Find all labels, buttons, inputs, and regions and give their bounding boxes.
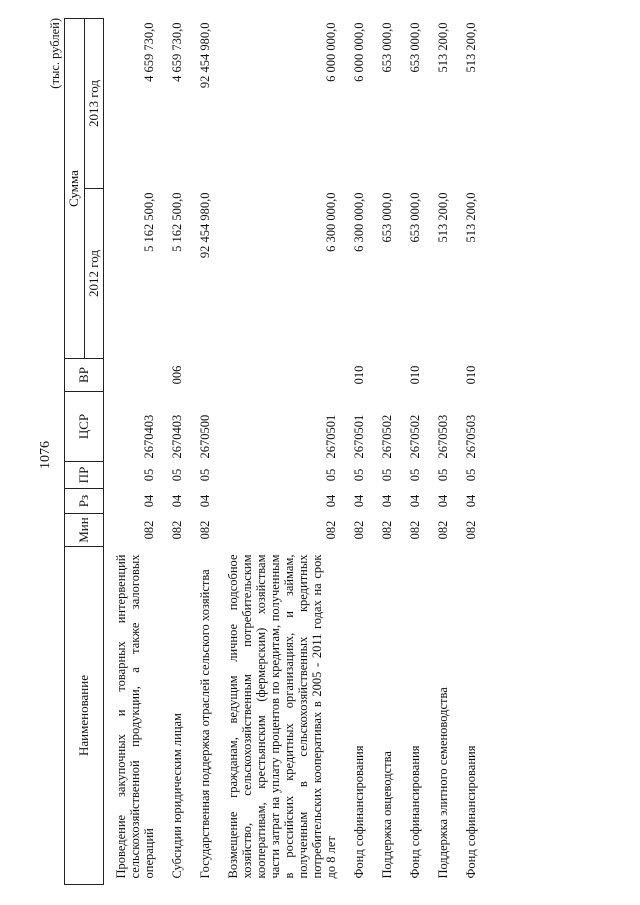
row-sum-2012: 5 162 500,0: [170, 192, 185, 252]
row-csr: 2670501: [324, 414, 339, 459]
row-pr: 05: [198, 468, 213, 482]
row-name: Субсидии юридическим лицам: [170, 713, 185, 879]
row-pr: 05: [464, 468, 479, 482]
header-rz: Рз: [65, 489, 104, 514]
header-csr: ЦСР: [65, 392, 104, 462]
row-vr: [370, 359, 398, 392]
row-vr: 010: [352, 365, 367, 385]
row-csr: 2670403: [170, 414, 185, 459]
row-pr: 05: [408, 468, 423, 482]
row-vr: 010: [464, 365, 479, 385]
row-pr: 05: [436, 468, 451, 482]
row-name: Государственная поддержка отраслей сельского хозяйства: [198, 569, 213, 879]
row-vr: [104, 359, 161, 392]
row-pr: 05: [324, 468, 339, 482]
row-name: Проведение закупочных и товарных интервенций сельскохозяйственной продукции, а также залоговых операций: [114, 554, 157, 879]
row-pr: 05: [380, 468, 395, 482]
row-name: Поддержка элитного семеноводства: [436, 687, 451, 879]
row-sum-2012: 5 162 500,0: [142, 192, 157, 252]
row-csr: 2670503: [464, 414, 479, 459]
row-sum-2012: 513 200,0: [436, 192, 451, 243]
row-csr: 2670501: [352, 414, 367, 459]
row-rz: 04: [408, 494, 423, 508]
row-min: 082: [436, 520, 451, 540]
row-pr: 05: [170, 468, 185, 482]
row-sum-2013: 6 000 000,0: [324, 22, 339, 82]
row-vr: [188, 359, 216, 392]
table-row: [160, 19, 188, 885]
header-name: Наименование: [65, 547, 104, 885]
row-rz: 04: [324, 494, 339, 508]
table-row: [188, 19, 216, 885]
row-vr: 006: [170, 365, 185, 385]
row-pr: 05: [352, 468, 367, 482]
row-min: 082: [380, 520, 395, 540]
table-row: [398, 19, 426, 885]
row-sum-2012: 513 200,0: [464, 192, 479, 243]
row-csr: 2670502: [408, 414, 423, 459]
row-sum-2012: 653 000,0: [380, 192, 395, 243]
row-sum-2013: 4 659 730,0: [170, 22, 185, 82]
table-row: [342, 19, 370, 885]
row-min: 082: [408, 520, 423, 540]
row-vr: [426, 359, 454, 392]
table-row: [426, 19, 454, 885]
row-rz: 04: [352, 494, 367, 508]
header-vr: ВР: [65, 359, 104, 392]
row-sum-2012: 6 300 000,0: [324, 192, 339, 252]
row-sum-2013: 653 000,0: [380, 22, 395, 73]
row-name: Фонд софинансирования: [464, 745, 479, 879]
table-row: [216, 19, 342, 885]
row-rz: 04: [170, 494, 185, 508]
row-name: Возмещение гражданам, ведущим личное подсобное хозяйство, сельскохозяйственным потребительским кооперативам, крестьянским (фермерским) хозяйствам части затрат на уплату процентов по кредитам, полученным в российских кредитных организациях, и займам, полученным в сельскохозяйственных кредитных потребительских кооперативах в 2005 - 2011 годах на срок до 8 лет: [226, 554, 339, 879]
header-min: Мин: [65, 514, 104, 547]
row-sum-2013: 653 000,0: [408, 22, 423, 73]
row-sum-2013: 6 000 000,0: [352, 22, 367, 82]
header-sum: Сумма: [65, 19, 85, 359]
row-name: Поддержка овцеводства: [380, 751, 395, 879]
row-vr: [216, 359, 342, 392]
table-row: [454, 19, 482, 885]
row-sum-2012: 653 000,0: [408, 192, 423, 243]
row-rz: 04: [436, 494, 451, 508]
row-pr: 05: [142, 468, 157, 482]
row-sum-2012: 6 300 000,0: [352, 192, 367, 252]
row-min: 082: [198, 520, 213, 540]
row-name: Фонд софинансирования: [408, 745, 423, 879]
header-year-2012: 2012 год: [84, 189, 104, 359]
row-sum-2013: 513 200,0: [464, 22, 479, 73]
row-csr: 2670403: [142, 414, 157, 459]
table-row: [370, 19, 398, 885]
row-sum-2013: 92 454 980,0: [198, 22, 213, 89]
row-min: 082: [464, 520, 479, 540]
row-min: 082: [142, 520, 157, 540]
row-sum-2012: 92 454 980,0: [198, 192, 213, 259]
row-rz: 04: [198, 494, 213, 508]
row-min: 082: [324, 520, 339, 540]
row-sum-2013: 513 200,0: [436, 22, 451, 73]
header-year-2013: 2013 год: [84, 19, 104, 189]
row-rz: 04: [380, 494, 395, 508]
row-name: Фонд софинансирования: [352, 745, 367, 879]
row-sum-2013: 4 659 730,0: [142, 22, 157, 82]
row-rz: 04: [142, 494, 157, 508]
page-number: 1076: [38, 441, 53, 469]
header-row-1: [65, 19, 85, 885]
row-csr: 2670502: [380, 414, 395, 459]
table-row: [104, 19, 161, 885]
budget-table: [64, 18, 482, 885]
row-min: 082: [170, 520, 185, 540]
row-csr: 2670500: [198, 414, 213, 459]
row-vr: 010: [408, 365, 423, 385]
row-rz: 04: [464, 494, 479, 508]
unit-note: (тыс. рублей): [48, 18, 62, 89]
row-csr: 2670503: [436, 414, 451, 459]
header-pr: ПР: [65, 462, 104, 489]
row-min: 082: [352, 520, 367, 540]
